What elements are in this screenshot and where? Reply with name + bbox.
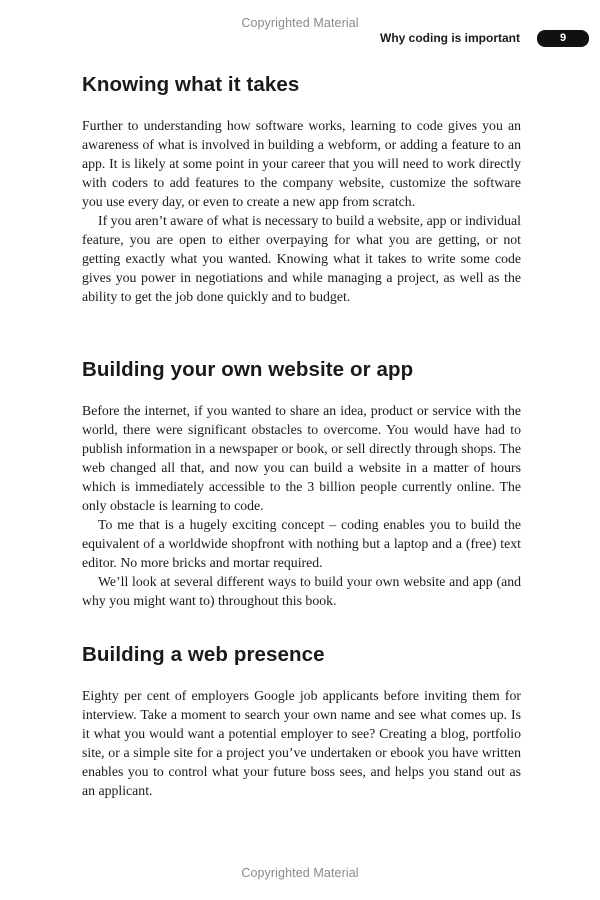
paragraph: Eighty per cent of employers Google job applicants before inviting them for interview. Take a moment to search your own name and see what comes up. Is it what you would want a potential employer to see? Creating a blog, portfolio site, or a simple site for a project you’ve undertaken or ebook you have written enables you to control what your future boss sees, and helps you stand out as an applicant. <box>82 688 521 798</box>
paragraph: Before the internet, if you wanted to share an idea, product or service with the world, there were significant obstacles to overcome. You would have had to publish information in a newspaper or book, or sell directly through shops. The web changed all that, and now you can build a website in a matter of hours which is immediately accessible to the 3 billion people currently online. The only obstacle is learning to code. <box>82 403 521 513</box>
paragraph: Further to understanding how software works, learning to code gives you an awareness of what is involved in building a webform, or adding a feature to an app. It is likely at some point in your career that you will need to work directly with coders to add features to the company website, customize the software you use every day, or even to create a new app from scratch. <box>82 118 521 209</box>
section-body <box>82 686 521 800</box>
section-body <box>82 401 521 610</box>
copyright-watermark-top: Copyrighted Material <box>241 16 359 30</box>
section-heading: Building your own website or app <box>82 358 414 381</box>
section-heading: Building a web presence <box>82 643 325 666</box>
section-heading: Knowing what it takes <box>82 73 300 96</box>
section-knowing-what-it-takes <box>82 72 521 306</box>
section-building-a-web-presence <box>82 642 521 800</box>
copyright-watermark-bottom: Copyrighted Material <box>241 866 359 880</box>
section-body <box>82 116 521 306</box>
paragraph: If you aren’t aware of what is necessary to build a website, app or individual feature, you are open to either overpaying for what you are getting, or not getting exactly what you wanted. Knowing what it takes to write some code gives you power in negotiations and while managing a project, as well as the ability to get the job done quickly and to budget. <box>82 213 521 304</box>
paragraph: To me that is a hugely exciting concept – coding enables you to build the equivalent of a worldwide shopfront with nothing but a laptop and a (free) text editor. No more bricks and mortar required. <box>82 517 521 570</box>
section-building-your-own-website <box>82 357 521 610</box>
running-head: Why coding is important <box>380 31 520 45</box>
paragraph: We’ll look at several different ways to build your own website and app (and why you might want to) throughout this book. <box>82 574 521 608</box>
page-number: 9 <box>537 30 589 47</box>
